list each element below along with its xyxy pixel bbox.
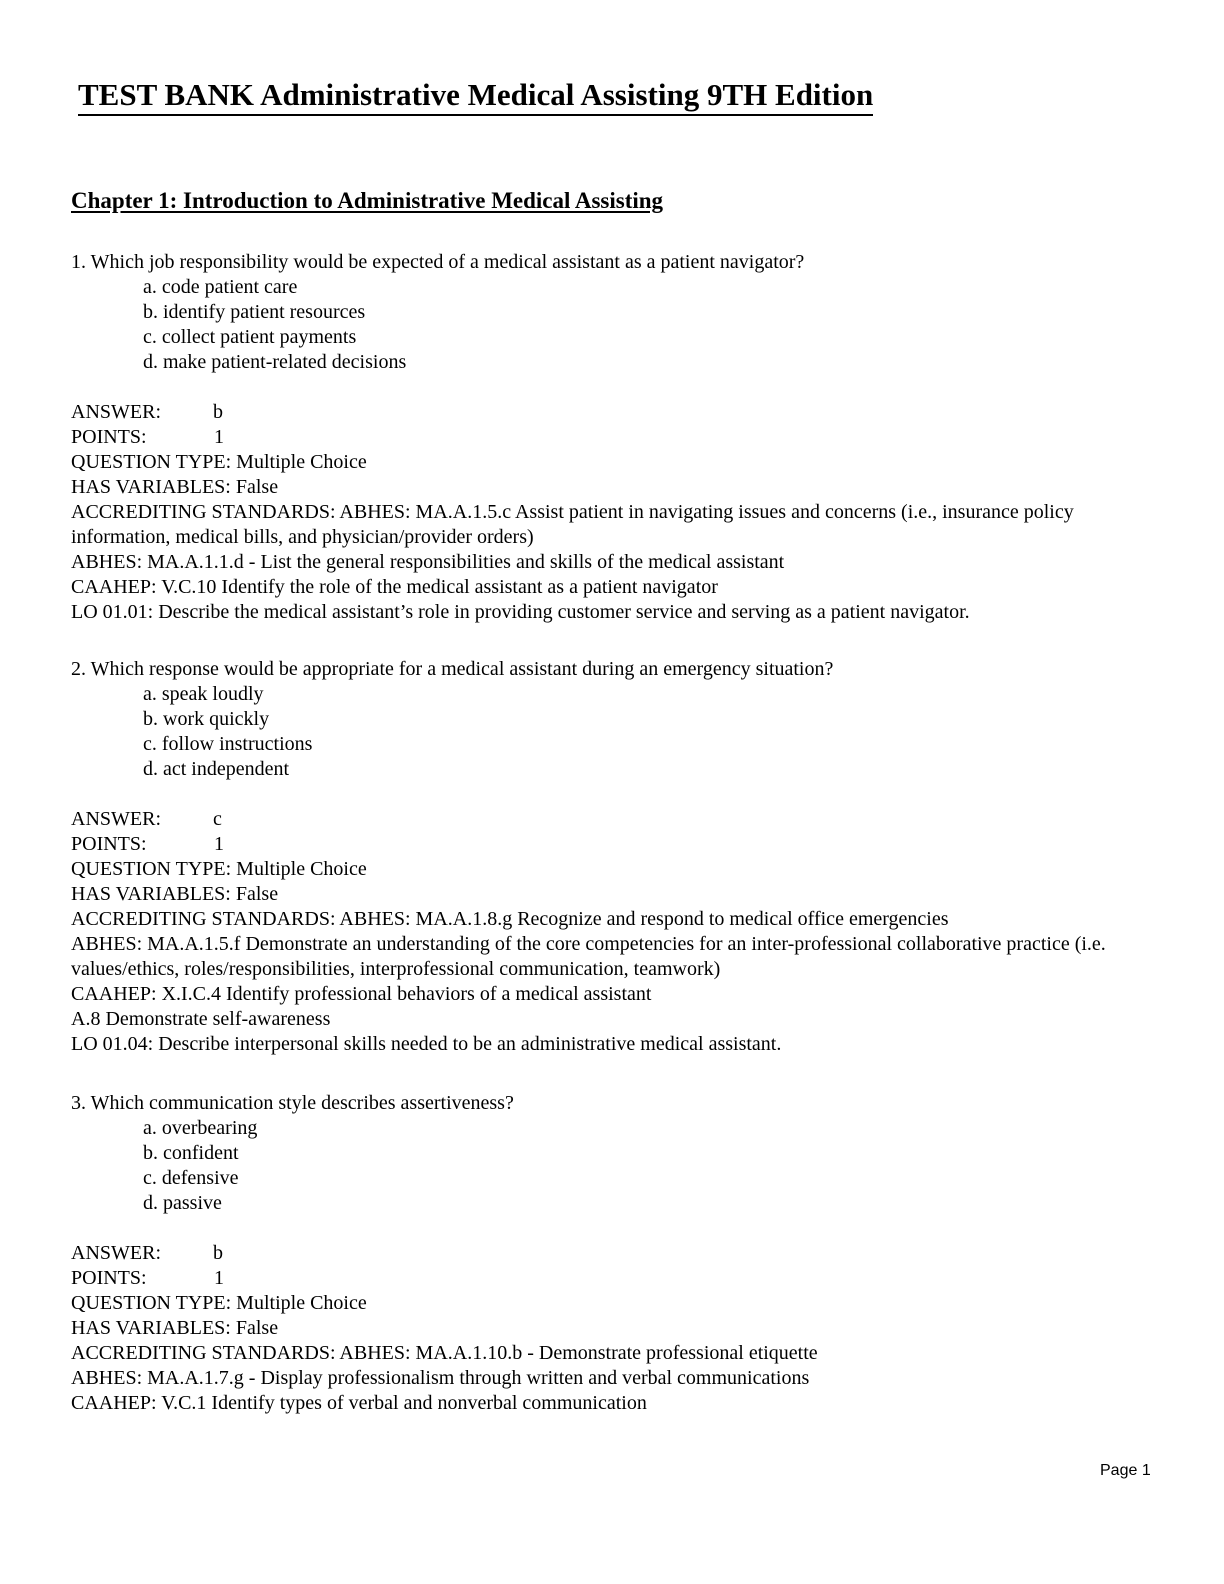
points-row <box>71 1266 1161 1291</box>
question-type: QUESTION TYPE: Multiple Choice <box>71 451 367 473</box>
question-stem: 2. Which response would be appropriate for a medical assistant during an emergency situation? <box>71 658 834 680</box>
points-value: 1 <box>214 1267 224 1289</box>
points-value: 1 <box>214 833 224 855</box>
answer-option-c: c. collect patient payments <box>143 326 357 348</box>
answer-option-a: a. speak loudly <box>143 683 264 705</box>
answer-option-d: d. passive <box>143 1192 222 1214</box>
standard-line: A.8 Demonstrate self-awareness <box>71 1008 331 1030</box>
answer-option-d: d. act independent <box>143 758 290 780</box>
question-stem: 1. Which job responsibility would be expected of a medical assistant as a patient navigator? <box>71 251 805 273</box>
question-type: QUESTION TYPE: Multiple Choice <box>71 858 367 880</box>
points-label: POINTS: <box>71 426 147 448</box>
points-value: 1 <box>214 426 224 448</box>
answer-label: ANSWER: <box>71 808 161 830</box>
answer-value: b <box>213 401 223 423</box>
points-label: POINTS: <box>71 833 147 855</box>
accrediting-standards: ACCREDITING STANDARDS: ABHES: MA.A.1.8.g Recognize and respond to medical office emergencies <box>71 908 949 930</box>
page-number: Page 1 <box>1100 1462 1151 1479</box>
points-row <box>71 425 1161 450</box>
has-variables: HAS VARIABLES: False <box>71 883 279 905</box>
answer-value: c <box>213 808 222 830</box>
answer-option-c: c. follow instructions <box>143 733 313 755</box>
has-variables: HAS VARIABLES: False <box>71 476 279 498</box>
question-type: QUESTION TYPE: Multiple Choice <box>71 1292 367 1314</box>
answer-value: b <box>213 1242 223 1264</box>
answer-option-d: d. make patient-related decisions <box>143 351 407 373</box>
question-2 <box>71 657 1161 1057</box>
answer-option-b: b. confident <box>143 1142 239 1164</box>
accrediting-standards: ACCREDITING STANDARDS: ABHES: MA.A.1.10.b - Demonstrate professional etiquette <box>71 1342 818 1364</box>
answer-label: ANSWER: <box>71 401 161 423</box>
question-stem: 3. Which communication style describes assertiveness? <box>71 1092 514 1114</box>
answer-row <box>71 807 1161 832</box>
answer-row <box>71 1241 1161 1266</box>
question-3 <box>71 1091 1161 1416</box>
document-title: TEST BANK Administrative Medical Assisting 9TH Edition <box>78 76 873 116</box>
answer-option-b: b. work quickly <box>143 708 270 730</box>
standard-line: ABHES: MA.A.1.1.d - List the general responsibilities and skills of the medical assistant <box>71 551 785 573</box>
standard-line: ABHES: MA.A.1.7.g - Display professionalism through written and verbal communications <box>71 1367 810 1389</box>
standard-line: CAAHEP: V.C.1 Identify types of verbal and nonverbal communication <box>71 1392 647 1414</box>
answer-option-c: c. defensive <box>143 1167 239 1189</box>
answer-label: ANSWER: <box>71 1242 161 1264</box>
standard-line: CAAHEP: X.I.C.4 Identify professional behaviors of a medical assistant <box>71 983 652 1005</box>
standard-line: CAAHEP: V.C.10 Identify the role of the medical assistant as a patient navigator <box>71 576 718 598</box>
learning-objective: LO 01.04: Describe interpersonal skills needed to be an administrative medical assistant. <box>71 1033 782 1055</box>
chapter-title: Chapter 1: Introduction to Administrative Medical Assisting <box>71 188 664 213</box>
points-row <box>71 832 1161 857</box>
has-variables: HAS VARIABLES: False <box>71 1317 279 1339</box>
learning-objective: LO 01.01: Describe the medical assistant’s role in providing customer service and serving as a patient navigator. <box>71 601 970 623</box>
question-1 <box>71 250 1161 625</box>
answer-row <box>71 400 1161 425</box>
answer-option-b: b. identify patient resources <box>143 301 366 323</box>
answer-option-a: a. overbearing <box>143 1117 258 1139</box>
accrediting-standards: ACCREDITING STANDARDS: ABHES: MA.A.1.5.c Assist patient in navigating issues and concerns (i.e., insurance policy information, medical bills, and physician/provider orders) <box>71 501 1074 548</box>
answer-option-a: a. code patient care <box>143 276 298 298</box>
points-label: POINTS: <box>71 1267 147 1289</box>
standard-line: ABHES: MA.A.1.5.f Demonstrate an understanding of the core competencies for an inter-professional collaborative practice (i.e. values/ethics, roles/responsibilities, interprofessional communication, teamwork) <box>71 933 1106 980</box>
